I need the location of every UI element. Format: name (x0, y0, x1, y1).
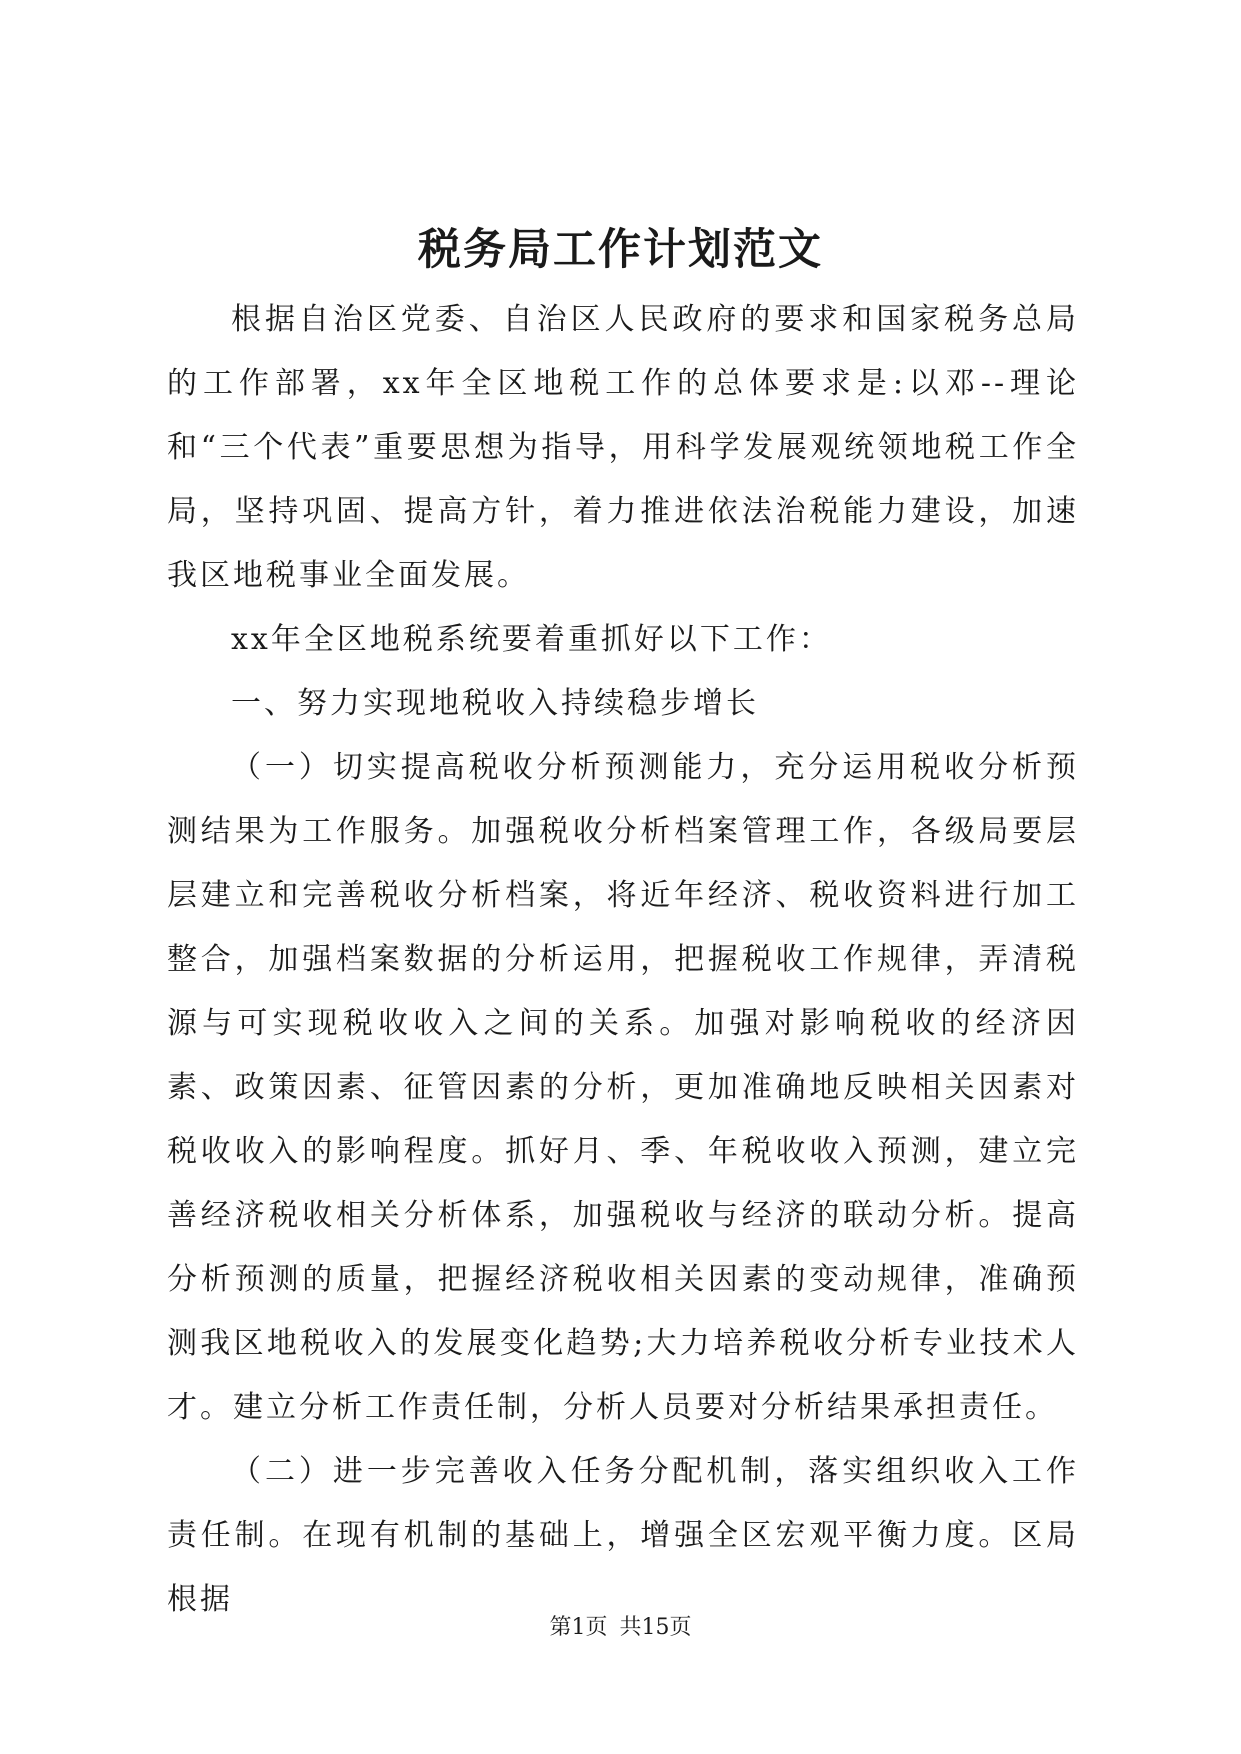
paragraph-intro: 根据自治区党委、自治区人民政府的要求和国家税务总局的工作部署，xx年全区地税工作的总体要求是:以邓--理论和“三个代表”重要思想为指导，用科学发展观统领地税工作全局，坚持巩固、提高方针，着力推进依法治税能力建设，加速我区地税事业全面发展。 (167, 302, 1079, 593)
page-total: 共15页 (619, 1615, 692, 1640)
page-footer (0, 1614, 1241, 1642)
document-body (167, 288, 1079, 1632)
section-heading-1: 一、努力实现地税收入持续稳步增长 (231, 686, 759, 721)
page-number: 第1页 (549, 1615, 608, 1640)
paragraph-item-2: （二）进一步完善收入任务分配机制，落实组织收入工作责任制。在现有机制的基础上，增强全区宏观平衡力度。区局根据 (167, 1454, 1079, 1617)
paragraph-item-1: （一）切实提高税收分析预测能力，充分运用税收分析预测结果为工作服务。加强税收分析档案管理工作，各级局要层层建立和完善税收分析档案，将近年经济、税收资料进行加工整合，加强档案数据的分析运用，把握税收工作规律，弄清税源与可实现税收收入之间的关系。加强对影响税收的经济因素、政策因素、征管因素的分析，更加准确地反映相关因素对税收收入的影响程度。抓好月、季、年税收收入预测，建立完善经济税收相关分析体系，加强税收与经济的联动分析。提高分析预测的质量，把握经济税收相关因素的变动规律，准确预测我区地税收入的发展变化趋势;大力培养税收分析专业技术人才。建立分析工作责任制，分析人员要对分析结果承担责任。 (167, 750, 1079, 1425)
paragraph-key-work: xx年全区地税系统要着重抓好以下工作： (231, 622, 832, 657)
document-title: 税务局工作计划范文 (418, 225, 823, 275)
